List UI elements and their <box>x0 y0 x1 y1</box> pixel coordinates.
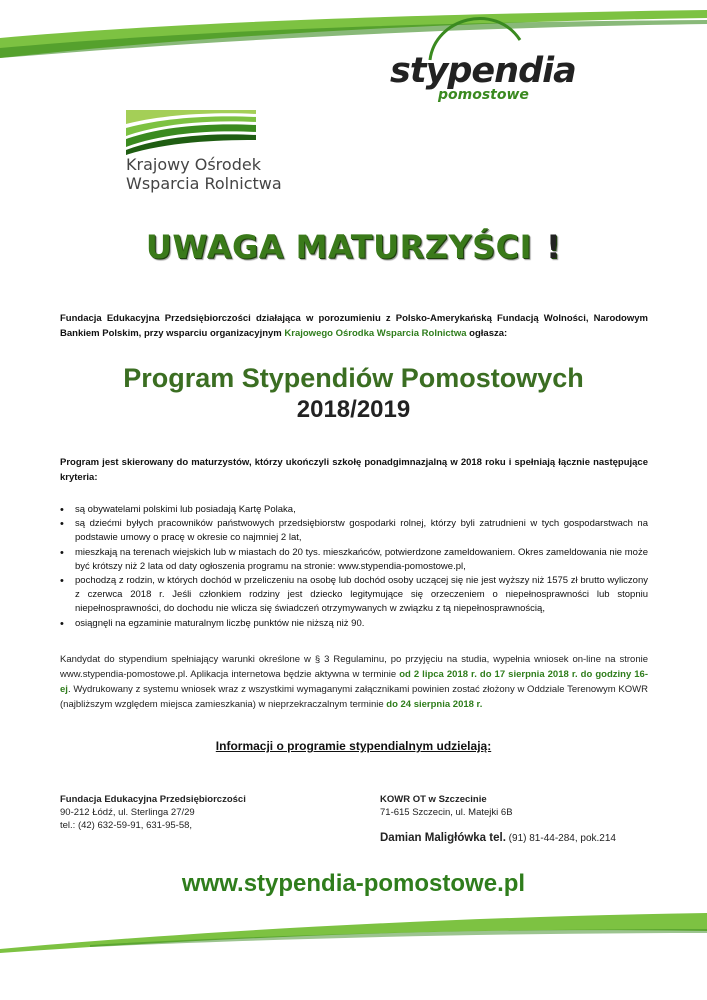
kowr-logo-line2: Wsparcia Rolnictwa <box>126 174 282 193</box>
list-item: • mieszkają na terenach wiejskich lub w miastach do 20 tys. mieszkańców, potwierdzone zameldowaniem. Okres zameldowania nie może być krótszy niż 2 lata od daty ogłoszenia programu na stronie: www.stypendia-pomostowe.pl, <box>60 546 648 574</box>
program-year: 2018/2019 <box>296 396 411 423</box>
contact-fundacja-phone: tel.: (42) 632-59-91, 631-95-58, <box>60 820 193 831</box>
application-deadline: do 24 sierpnia 2018 r. <box>386 699 483 710</box>
info-heading: Informacji o programie stypendialnym udzielają: <box>215 739 492 753</box>
headline-exclamation: ! <box>546 228 562 266</box>
application-paragraph <box>60 652 648 712</box>
criteria-intro: Program jest skierowany do maturzystów, którzy ukończyli szkołę ponadgimnazjalną w 2018 roku i spełniają łącznie następujące kryteria: <box>60 457 648 483</box>
application-text-1: Kandydat do stypendium spełniający warunki określone w § 3 Regulaminu, po przyjęciu na studia, wypełnia wniosek on-line na stronie www.stypendia-pomostowe.pl. Aplikacja internetowa będzie aktywna w terminie <box>60 654 648 680</box>
headline-text: UWAGA MATURZYŚCI <box>145 228 533 266</box>
program-title: Program Stypendiów Pomostowych <box>123 363 584 393</box>
contact-person <box>380 832 616 844</box>
headline <box>0 228 707 266</box>
contact-person-phone: (91) 81-44-284, pok.214 <box>505 833 616 844</box>
application-dates: od 2 lipca 2018 r. do 17 sierpnia 2018 r. do godziny 16-ej <box>60 669 648 695</box>
pomostowe-logo-text: pomostowe <box>438 87 529 103</box>
website-link[interactable]: www.stypendia-pomostowe.pl <box>181 870 526 897</box>
intro-text-2: ogłasza: <box>466 328 508 339</box>
contact-kowr-address: 71-615 Szczecin, ul. Matejki 6B <box>380 807 513 818</box>
stypendia-logo-text: stypendia <box>390 51 576 91</box>
contact-kowr <box>380 793 670 819</box>
kowr-logo-line1: Krajowy Ośrodek <box>126 155 261 174</box>
list-item: • osiągnęli na egzaminie maturalnym liczbę punktów nie niższą niż 90. <box>60 617 648 631</box>
list-item: • są dziećmi byłych pracowników państwowych przedsiębiorstw gospodarki rolnej, którzy byli zatrudnieni w tych gospodarstwach na podstawie umowy o pracę w okresie co najmniej 2 lat, <box>60 517 648 545</box>
contact-fundacja-address: 90-212 Łódź, ul. Sterlinga 27/29 <box>60 807 195 818</box>
list-item: • są obywatelami polskimi lub posiadają Kartę Polaka, <box>60 503 648 517</box>
intro-paragraph <box>60 311 648 341</box>
contact-fundacja <box>60 793 360 832</box>
kowr-stripes-icon <box>126 110 256 155</box>
top-swoosh-decoration <box>0 0 707 60</box>
criteria-list <box>60 503 648 631</box>
bottom-swoosh-decoration <box>0 905 707 965</box>
intro-text-1: Fundacja Edukacyjna Przedsiębiorczości działająca w porozumieniu z Polsko-Amerykańską Fundacją Wolności, Narodowym Bankiem Polskim, przy wsparciu organizacyjnym <box>60 313 648 339</box>
application-text-2: . Wydrukowany z systemu wniosek wraz z wszystkimi wymaganymi załącznikami powinien zostać złożony w Oddziale Terenowym KOWR (najbliższym względem miejsca zamieszkania) w nieprzekraczalnym terminie <box>60 684 648 710</box>
contact-person-name: Damian Maligłówka tel. <box>380 832 506 844</box>
list-item: • pochodzą z rodzin, w których dochód w przeliczeniu na osobę lub dochód osoby uczącej się nie jest wyższy niż 1575 zł brutto wyliczony z czerwca 2018 r. Jeśli członkiem rodziny jest dziecko legitymujące się orzeczeniem o niepełnosprawności lub stopniu niepełnosprawności, do dochodu nie wlicza się świadczeń otrzymywanych w związku z tą niepełnosprawnością, <box>60 574 648 617</box>
contact-fundacja-name: Fundacja Edukacyjna Przedsiębiorczości <box>60 794 246 805</box>
contact-kowr-name: KOWR OT w Szczecinie <box>380 794 487 805</box>
kowr-mention: Krajowego Ośrodka Wsparcia Rolnictwa <box>284 328 467 339</box>
